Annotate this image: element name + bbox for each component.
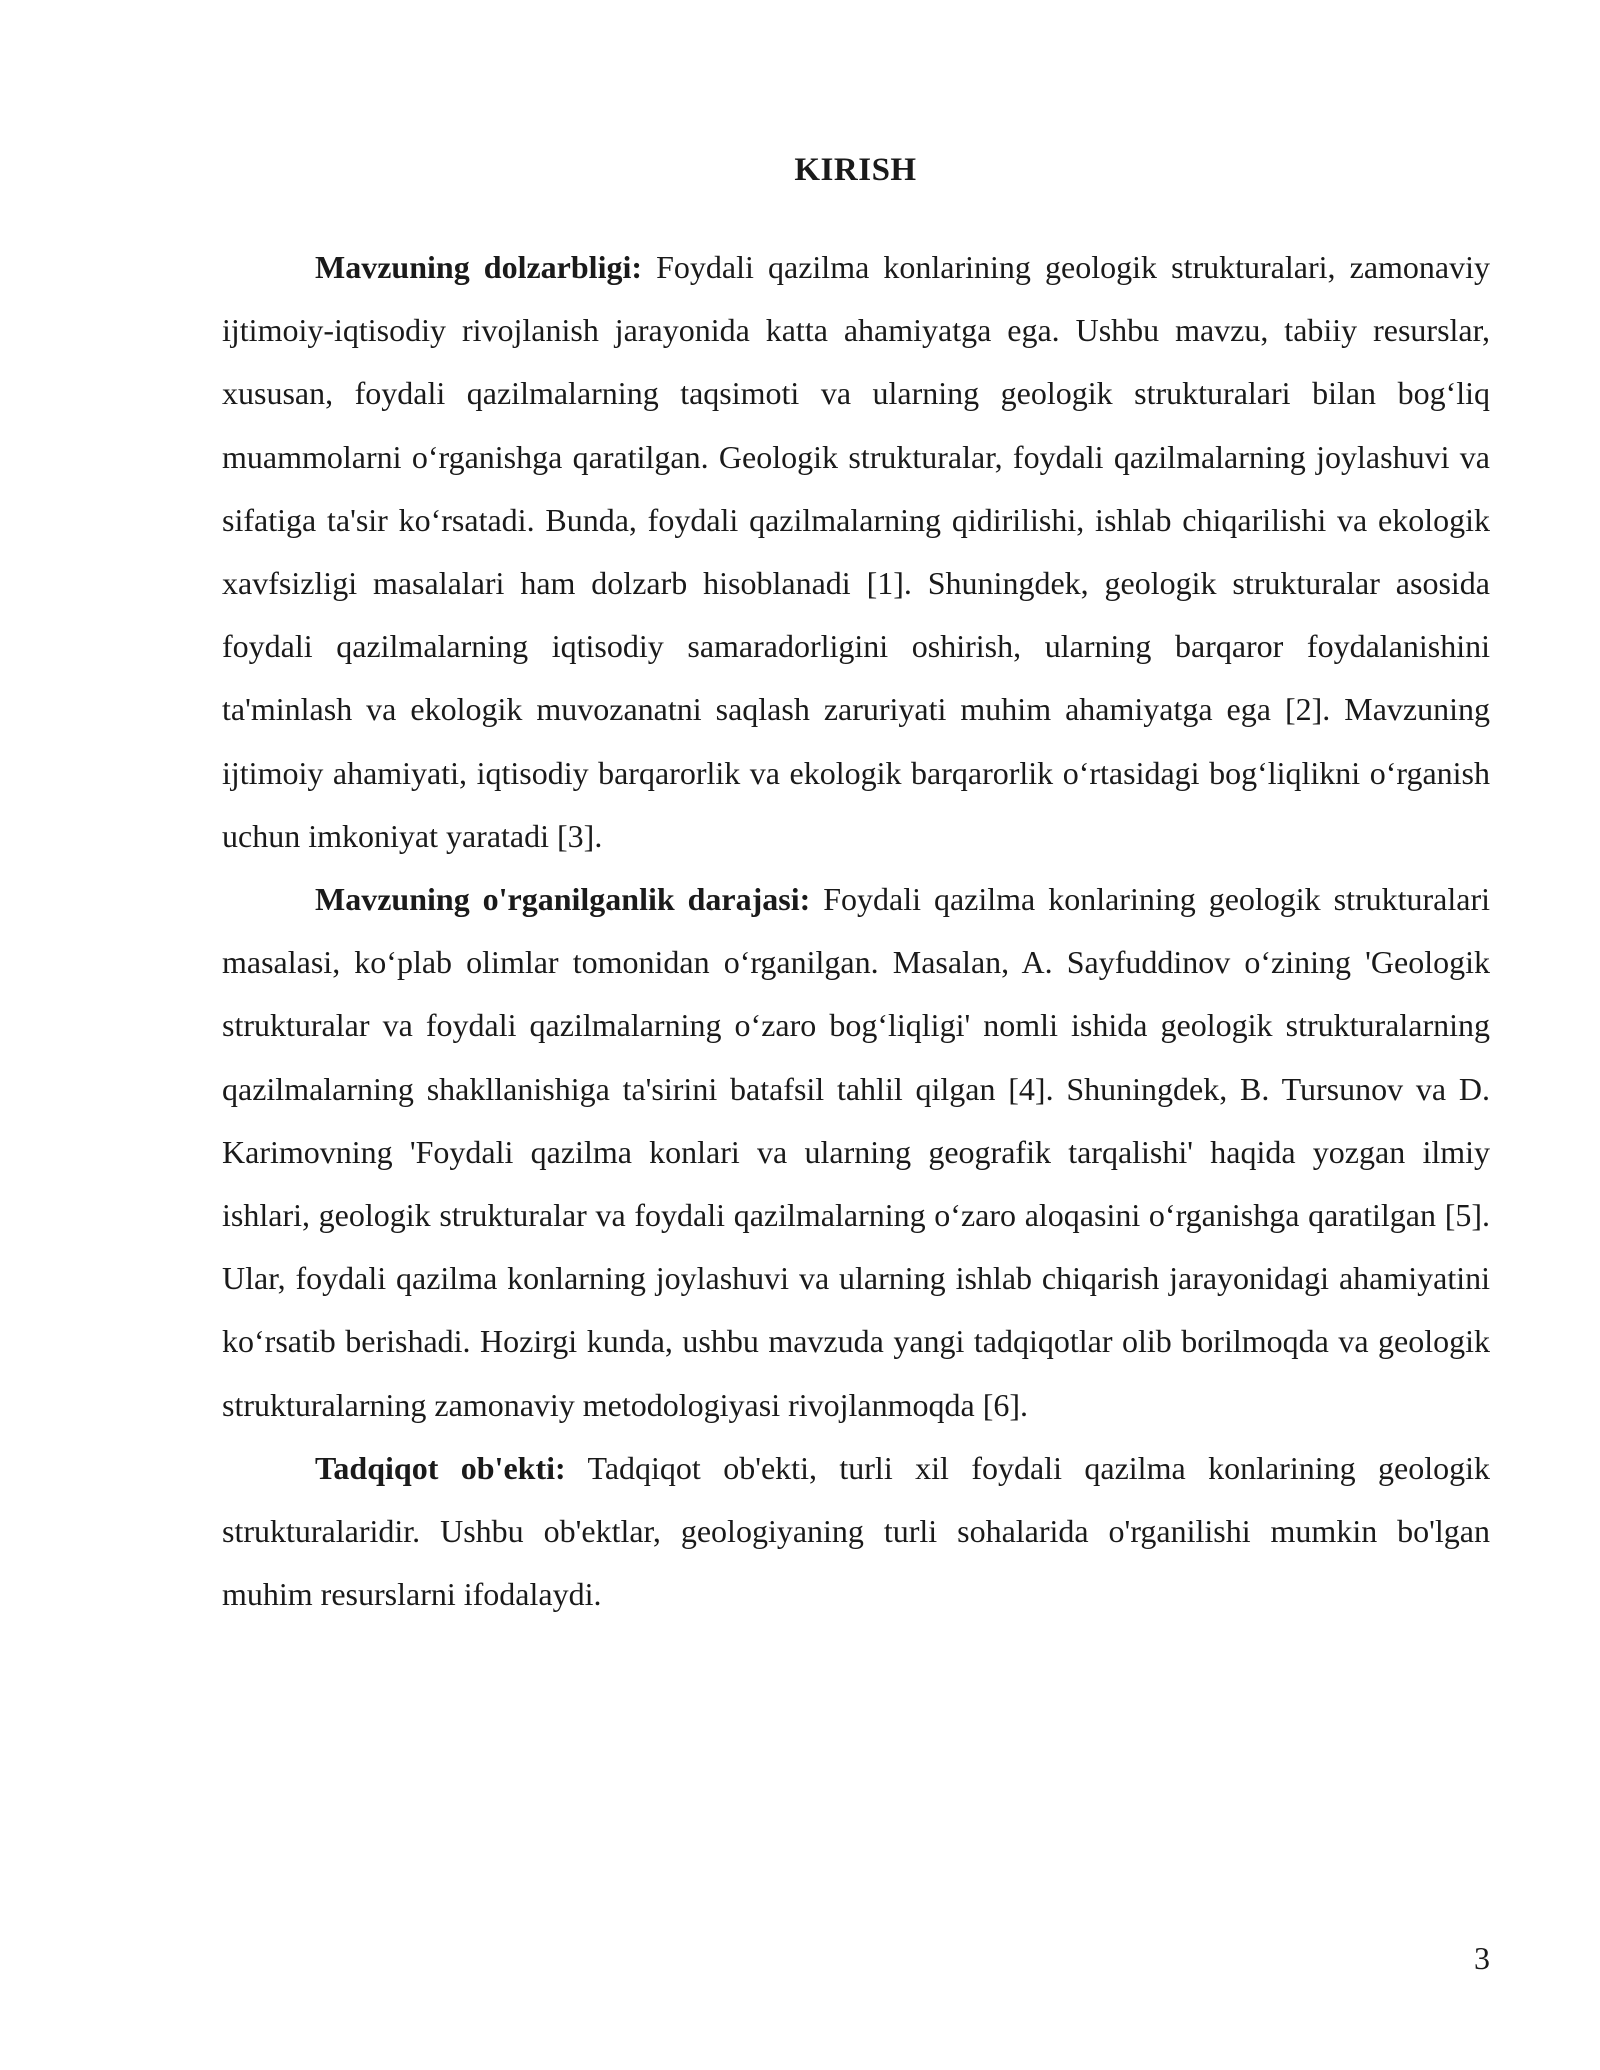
- paragraph-study-level: [222, 868, 1490, 1437]
- paragraph-relevance: [222, 236, 1490, 868]
- paragraph-lead: Mavzuning dolzarbligi:: [315, 249, 643, 285]
- paragraph-text: Foydali qazilma konlarining geologik strukturalari masalasi, ko‘plab olimlar tomonidan o‘rganilgan. Masalan, A. Sayfuddinov o‘zining 'Geologik strukturalar va foydali qazilmalarning o‘zaro bog‘liqligi' nomli ishida geologik strukturalarning qazilmalarning shakllanishiga ta'sirini batafsil tahlil qilgan [4]. Shuningdek, B. Tursunov va D. Karimovning 'Foydali qazilma konlari va ularning geografik tarqalishi' haqida yozgan ilmiy ishlari, geologik strukturalar va foydali qazilmalarning o‘zaro aloqasini o‘rganishga qaratilgan [5]. Ular, foydali qazilma konlarning joylashuvi va ularning ishlab chiqarish jarayonidagi ahamiyatini ko‘rsatib berishadi. Hozirgi kunda, ushbu mavzuda yangi tadqiqotlar olib borilmoqda va geologik strukturalarning zamonaviy metodologiyasi rivojlanmoqda [6].: [222, 881, 1491, 1423]
- paragraph-research-object: [222, 1437, 1490, 1627]
- paragraph-lead: Mavzuning o'rganilganlik darajasi:: [315, 881, 811, 918]
- body-text: [222, 236, 1490, 1626]
- page-number: 3: [1474, 1940, 1490, 1976]
- section-heading: KIRISH: [794, 152, 917, 188]
- paragraph-text: Foydali qazilma konlarining geologik strukturalari, zamonaviy ijtimoiy-iqtisodiy rivojlanish jarayonida katta ahamiyatga ega. Ushbu mavzu, tabiiy resurslar, xususan, foydali qazilmalarning taqsimoti va ularning geologik strukturalari bilan bog‘liq muammolarni o‘rganishga qaratilgan. Geologik strukturalar, foydali qazilmalarning joylashuvi va sifatiga ta'sir ko‘rsatadi. Bunda, foydali qazilmalarning qidirilishi, ishlab chiqarilishi va ekologik xavfsizligi masalalari ham dolzarb hisoblanadi [1]. Shuningdek, geologik strukturalar asosida foydali qazilmalarning iqtisodiy samaradorligini oshirish, ularning barqaror foydalanishini ta'minlash va ekologik muvozanatni saqlash zaruriyati muhim ahamiyatga ega [2]. Mavzuning ijtimoiy ahamiyati, iqtisodiy barqarorlik va ekologik barqarorlik o‘rtasidagi bog‘liqlikni o‘rganish uchun imkoniyat yaratadi [3].: [222, 249, 1491, 854]
- paragraph-lead: Tadqiqot ob'ekti:: [315, 1449, 566, 1486]
- paragraph-text: Tadqiqot ob'ekti, turli xil foydali qazilma konlarining geologik strukturalaridir. Ushbu ob'ektlar, geologiyaning turli sohalarida o'rganilishi mumkin bo'lgan muhim resurslarni ifodalaydi.: [222, 1449, 1491, 1613]
